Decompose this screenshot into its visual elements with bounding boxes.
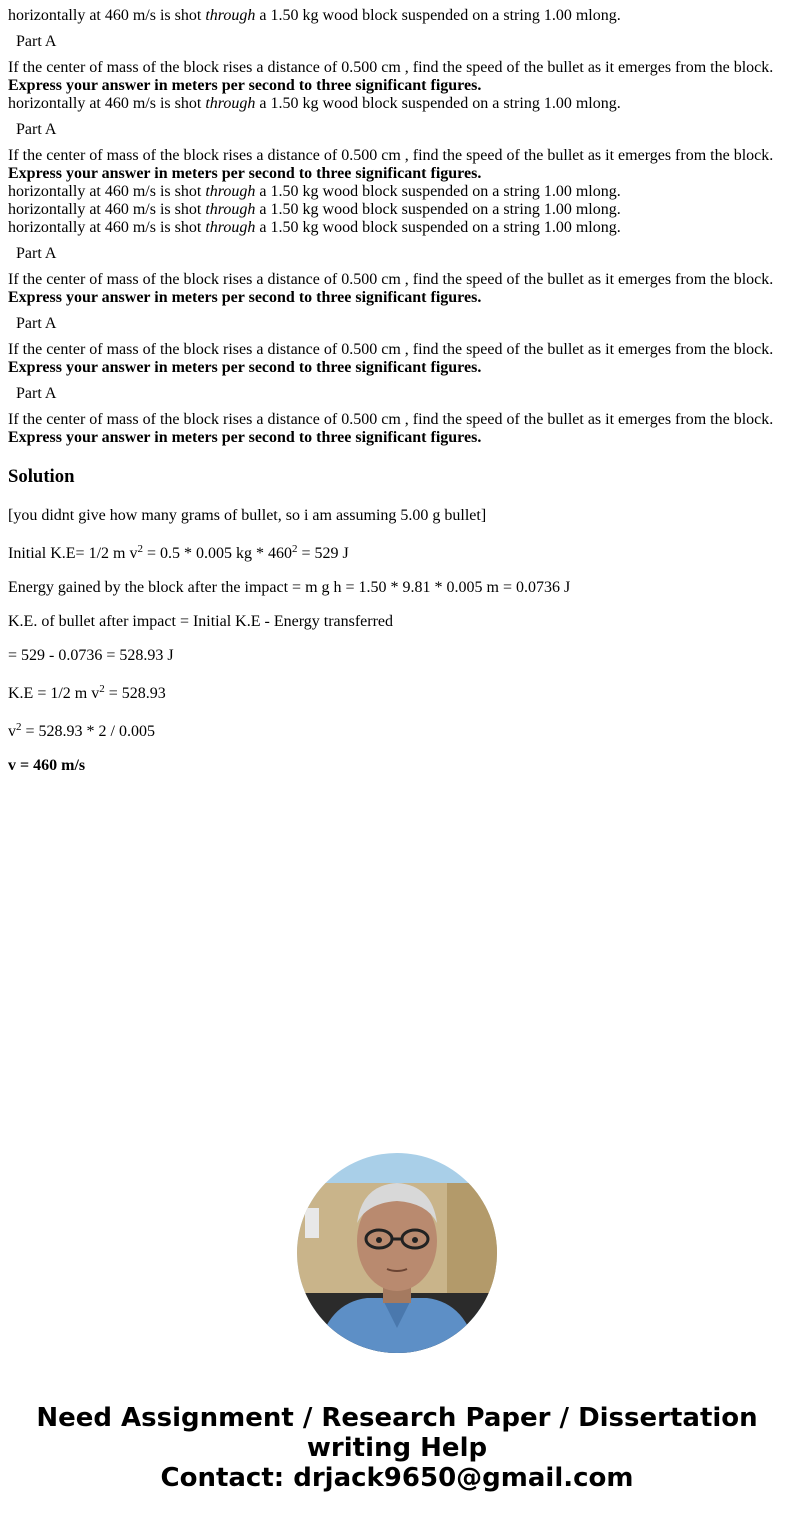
question-line: horizontally at 460 m/s is shot through a 1.50 kg wood block suspended on a string 1.00 mlong.	[8, 219, 621, 236]
author-avatar	[297, 1153, 497, 1353]
footer-contact-email: Contact: drjack9650@gmail.com	[160, 1463, 634, 1493]
footer-line-2: writing Help	[306, 1433, 488, 1463]
solution-ke-equation: K.E = 1/2 m $v^2 = 528.93$	[8, 683, 166, 702]
question-instruction: Express your answer in meters per second to three significant figures.	[8, 429, 482, 446]
solution-ke-after-value: = 529 - 0.0736 = 528.93 J	[8, 647, 174, 664]
question-prompt: If the center of mass of the block rises a distance of 0.500 cm , find the speed of the bullet as it emerges from the block.	[8, 271, 774, 288]
question-line: horizontally at 460 m/s is shot through a 1.50 kg wood block suspended on a string 1.00 mlong.	[8, 183, 621, 200]
solution-v2-equation: $v^2 = 528.93 * 2 / 0.005$	[8, 721, 155, 740]
question-instruction: Express your answer in meters per second to three significant figures.	[8, 289, 482, 306]
question-line: horizontally at 460 m/s is shot through a 1.50 kg wood block suspended on a string 1.00 mlong.	[8, 7, 621, 24]
question-prompt: If the center of mass of the block rises a distance of 0.500 cm , find the speed of the bullet as it emerges from the block.	[8, 411, 774, 428]
solution-initial-ke: Initial K.E= 1/2 m $v^2 = 0.5 * 0.005$ kg * $460^2 = 529$ J	[8, 543, 349, 562]
part-label: Part A	[16, 121, 57, 138]
question-prompt: If the center of mass of the block rises a distance of 0.500 cm , find the speed of the bullet as it emerges from the block.	[8, 147, 774, 164]
solution-answer: v = 460 m/s	[8, 757, 86, 774]
question-line: horizontally at 460 m/s is shot through a 1.50 kg wood block suspended on a string 1.00 mlong.	[8, 95, 621, 112]
solution-energy-block: Energy gained by the block after the impact = m g h = 1.50 * 9.81 * 0.005 m = 0.0736 J	[8, 579, 571, 596]
footer-contact	[0, 1403, 794, 1493]
part-label: Part A	[16, 315, 57, 332]
footer-line-1: Need Assignment / Research Paper / Dissertation	[36, 1403, 758, 1433]
solution-assumption: [you didnt give how many grams of bullet, so i am assuming 5.00 g bullet]	[8, 507, 487, 524]
question-line: horizontally at 460 m/s is shot through a 1.50 kg wood block suspended on a string 1.00 mlong.	[8, 201, 621, 218]
question-prompt: If the center of mass of the block rises a distance of 0.500 cm , find the speed of the bullet as it emerges from the block.	[8, 341, 774, 358]
question-instruction: Express your answer in meters per second to three significant figures.	[8, 359, 482, 376]
avatar-portrait-image	[297, 1153, 497, 1353]
solution-title: Solution	[8, 466, 75, 487]
question-prompt: If the center of mass of the block rises a distance of 0.500 cm , find the speed of the bullet as it emerges from the block.	[8, 59, 774, 76]
question-instruction: Express your answer in meters per second to three significant figures.	[8, 77, 482, 94]
part-label: Part A	[16, 33, 57, 50]
question-instruction: Express your answer in meters per second to three significant figures.	[8, 165, 482, 182]
solution-ke-after-label: K.E. of bullet after impact = Initial K.E - Energy transferred	[8, 613, 394, 630]
part-label: Part A	[16, 245, 57, 262]
part-label: Part A	[16, 385, 57, 402]
